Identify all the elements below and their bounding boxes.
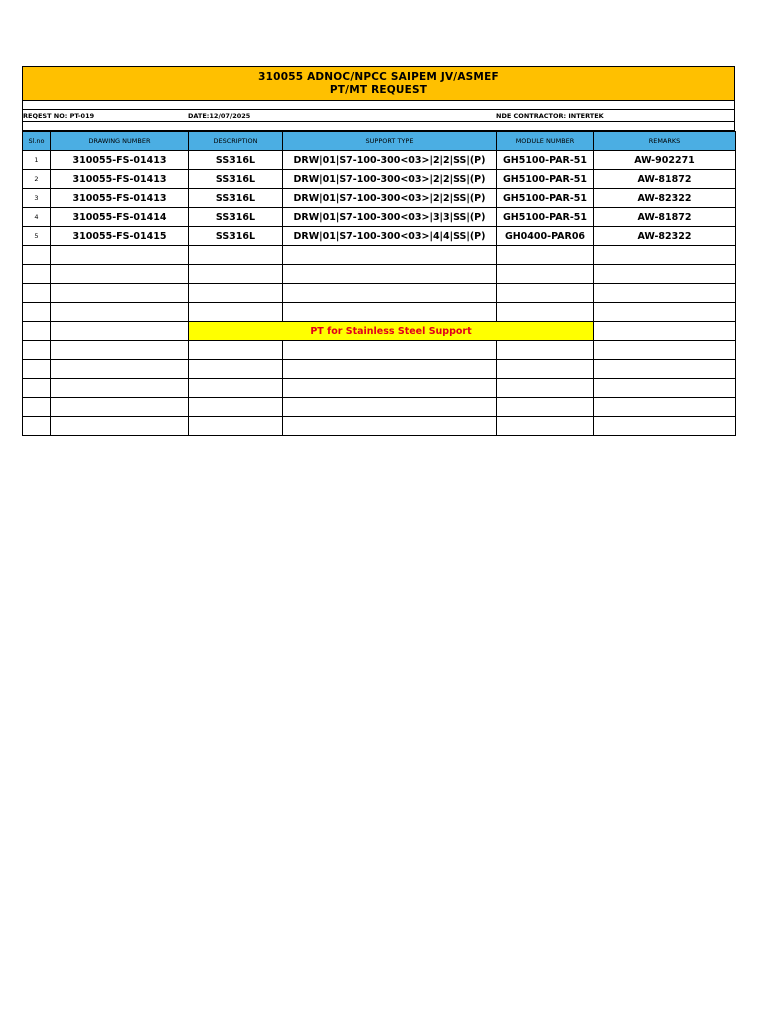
column-header-slno: Sl.no <box>23 132 51 151</box>
table-row <box>23 170 736 189</box>
cell-module-number: GH0400-PAR06 <box>497 227 594 246</box>
title-line-1: 310055 ADNOC/NPCC SAIPEM JV/ASMEF <box>258 70 499 83</box>
table-row <box>23 208 736 227</box>
cell-module-number: GH5100-PAR-51 <box>497 189 594 208</box>
cell-remarks: AW-81872 <box>594 208 736 227</box>
cell-support-type: DRW|01|S7-100-300<03>|2|2|SS|(P) <box>283 151 497 170</box>
table-header-row <box>23 132 736 151</box>
cell-slno: 2 <box>23 170 51 189</box>
empty-row <box>23 360 736 379</box>
cell-module-number: GH5100-PAR-51 <box>497 208 594 227</box>
cell-slno: 5 <box>23 227 51 246</box>
empty-row <box>23 398 736 417</box>
cell-support-type: DRW|01|S7-100-300<03>|4|4|SS|(P) <box>283 227 497 246</box>
nde-contractor: NDE CONTRACTOR: INTERTEK <box>496 112 604 120</box>
column-header-module-number: MODULE NUMBER <box>497 132 594 151</box>
table-row <box>23 151 736 170</box>
column-header-description: DESCRIPTION <box>189 132 283 151</box>
cell-description: SS316L <box>189 170 283 189</box>
empty-row <box>23 417 736 436</box>
cell-drawing-number: 310055-FS-01413 <box>51 189 189 208</box>
cell-remarks: AW-82322 <box>594 227 736 246</box>
cell-description: SS316L <box>189 189 283 208</box>
cell-slno: 4 <box>23 208 51 227</box>
cell-description: SS316L <box>189 151 283 170</box>
request-table <box>22 131 736 436</box>
empty-row <box>23 265 736 284</box>
cell-drawing-number: 310055-FS-01415 <box>51 227 189 246</box>
cell-support-type: DRW|01|S7-100-300<03>|3|3|SS|(P) <box>283 208 497 227</box>
cell-module-number: GH5100-PAR-51 <box>497 170 594 189</box>
spacer-row <box>22 101 735 110</box>
cell-description: SS316L <box>189 227 283 246</box>
cell-slno: 3 <box>23 189 51 208</box>
stainless-steel-note: PT for Stainless Steel Support <box>189 322 594 341</box>
pt-mt-request-sheet <box>22 66 735 436</box>
cell-drawing-number: 310055-FS-01413 <box>51 151 189 170</box>
note-row <box>23 322 736 341</box>
column-header-drawing-number: DRAWING NUMBER <box>51 132 189 151</box>
cell-support-type: DRW|01|S7-100-300<03>|2|2|SS|(P) <box>283 189 497 208</box>
title-banner <box>22 66 735 101</box>
cell-module-number: GH5100-PAR-51 <box>497 151 594 170</box>
request-date: DATE:12/07/2025 <box>188 112 251 120</box>
cell-remarks: AW-902271 <box>594 151 736 170</box>
empty-row <box>23 246 736 265</box>
request-number: REQEST NO: PT-019 <box>23 112 95 120</box>
title-line-2: PT/MT REQUEST <box>329 83 428 96</box>
spacer-row <box>22 122 735 131</box>
empty-row <box>23 341 736 360</box>
cell-description: SS316L <box>189 208 283 227</box>
table-row <box>23 189 736 208</box>
cell-drawing-number: 310055-FS-01414 <box>51 208 189 227</box>
column-header-support-type: SUPPORT TYPE <box>283 132 497 151</box>
cell-remarks: AW-82322 <box>594 189 736 208</box>
cell-slno: 1 <box>23 151 51 170</box>
cell-drawing-number: 310055-FS-01413 <box>51 170 189 189</box>
empty-row <box>23 303 736 322</box>
info-row <box>22 110 735 122</box>
table-row <box>23 227 736 246</box>
column-header-remarks: REMARKS <box>594 132 736 151</box>
empty-row <box>23 284 736 303</box>
empty-row <box>23 379 736 398</box>
cell-remarks: AW-81872 <box>594 170 736 189</box>
cell-support-type: DRW|01|S7-100-300<03>|2|2|SS|(P) <box>283 170 497 189</box>
